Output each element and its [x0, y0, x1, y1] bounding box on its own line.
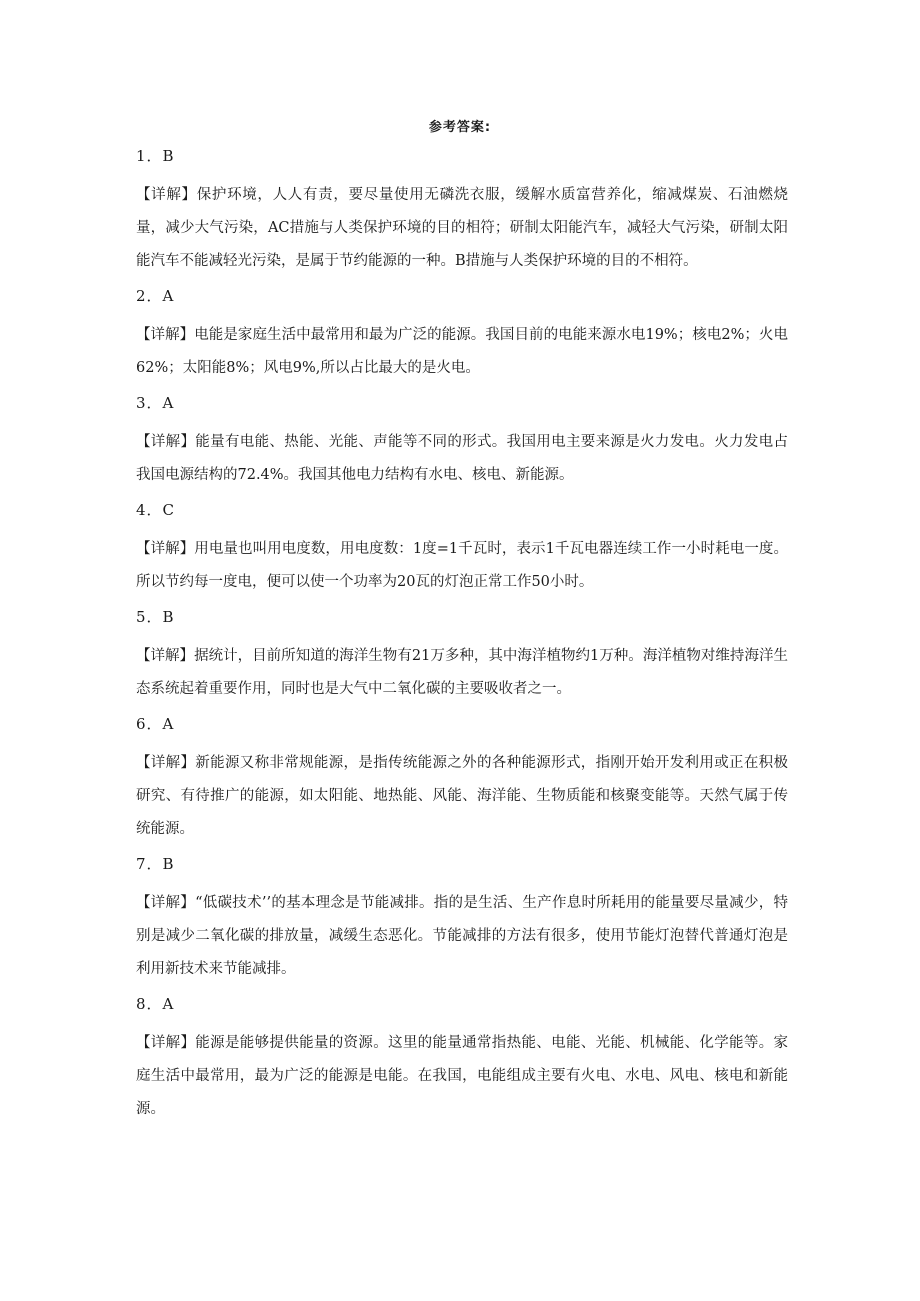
answer-item-7 [136, 854, 788, 986]
answer-explanation: 【详解】用电量也叫用电度数，用电度数：1度=1千瓦时，表示1千瓦电器连续工作一小时耗电一度。所以节约每一度电，便可以使一个功率为20瓦的灯泡正常工作50小时。 [136, 541, 788, 590]
answer-item-1 [136, 146, 788, 278]
answer-item-6 [136, 714, 788, 846]
answer-explanation: 【详解】能量有电能、热能、光能、声能等不同的形式。我国用电主要来源是火力发电。火力发电占我国电源结构的72.4%。我国其他电力结构有水电、核电、新能源。 [136, 434, 788, 483]
answer-number: 6．A [136, 715, 175, 733]
answer-item-3 [136, 393, 788, 492]
answer-number: 2．A [136, 287, 175, 305]
answer-number: 7．B [136, 855, 175, 873]
answer-item-4 [136, 500, 788, 599]
answer-number: 5．B [136, 608, 175, 626]
answer-explanation: 【详解】保护环境，人人有责，要尽量使用无磷洗衣服，缓解水质富营养化，缩减煤炭、石油燃烧量，减少大气污染，AC措施与人类保护环境的目的相符；研制太阳能汽车，减轻大气污染，研制太阳能汽车不能减轻光污染，是属于节约能源的一种。B措施与人类保护环境的目的不相符。 [136, 187, 788, 269]
answer-list [136, 146, 788, 1134]
page-title: 参考答案: [428, 120, 492, 135]
answer-number: 4．C [136, 501, 176, 519]
answer-number: 1．B [136, 147, 175, 165]
answer-explanation: 【详解】据统计，目前所知道的海洋生物有21万多种，其中海洋植物约1万种。海洋植物对维持海洋生态系统起着重要作用，同时也是大气中二氧化碳的主要吸收者之一。 [136, 648, 788, 697]
answer-explanation: 【详解】新能源又称非常规能源，是指传统能源之外的各种能源形式，指刚开始开发利用或正在积极研究、有待推广的能源，如太阳能、地热能、风能、海洋能、生物质能和核聚变能等。天然气属于传统能源。 [136, 755, 788, 837]
answer-item-5 [136, 607, 788, 706]
answer-item-2 [136, 286, 788, 385]
answer-explanation: 【详解】“低碳技术’’的基本理念是节能减排。指的是生活、生产作息时所耗用的能量要尽量减少，特别是减少二氧化碳的排放量，减缓生态恶化。节能减排的方法有很多，使用节能灯泡替代普通灯泡是利用新技术来节能减排。 [136, 895, 788, 977]
answer-number: 3．A [136, 394, 175, 412]
answer-item-8 [136, 994, 788, 1126]
answer-explanation: 【详解】电能是家庭生活中最常用和最为广泛的能源。我国目前的电能来源水电19%；核电2%；火电62%；太阳能8%；风电9%,所以占比最大的是火电。 [136, 327, 788, 376]
answer-number: 8．A [136, 995, 175, 1013]
answer-explanation: 【详解】能源是能够提供能量的资源。这里的能量通常指热能、电能、光能、机械能、化学能等。家庭生活中最常用，最为广泛的能源是电能。在我国，电能组成主要有火电、水电、风电、核电和新能源。 [136, 1035, 788, 1117]
